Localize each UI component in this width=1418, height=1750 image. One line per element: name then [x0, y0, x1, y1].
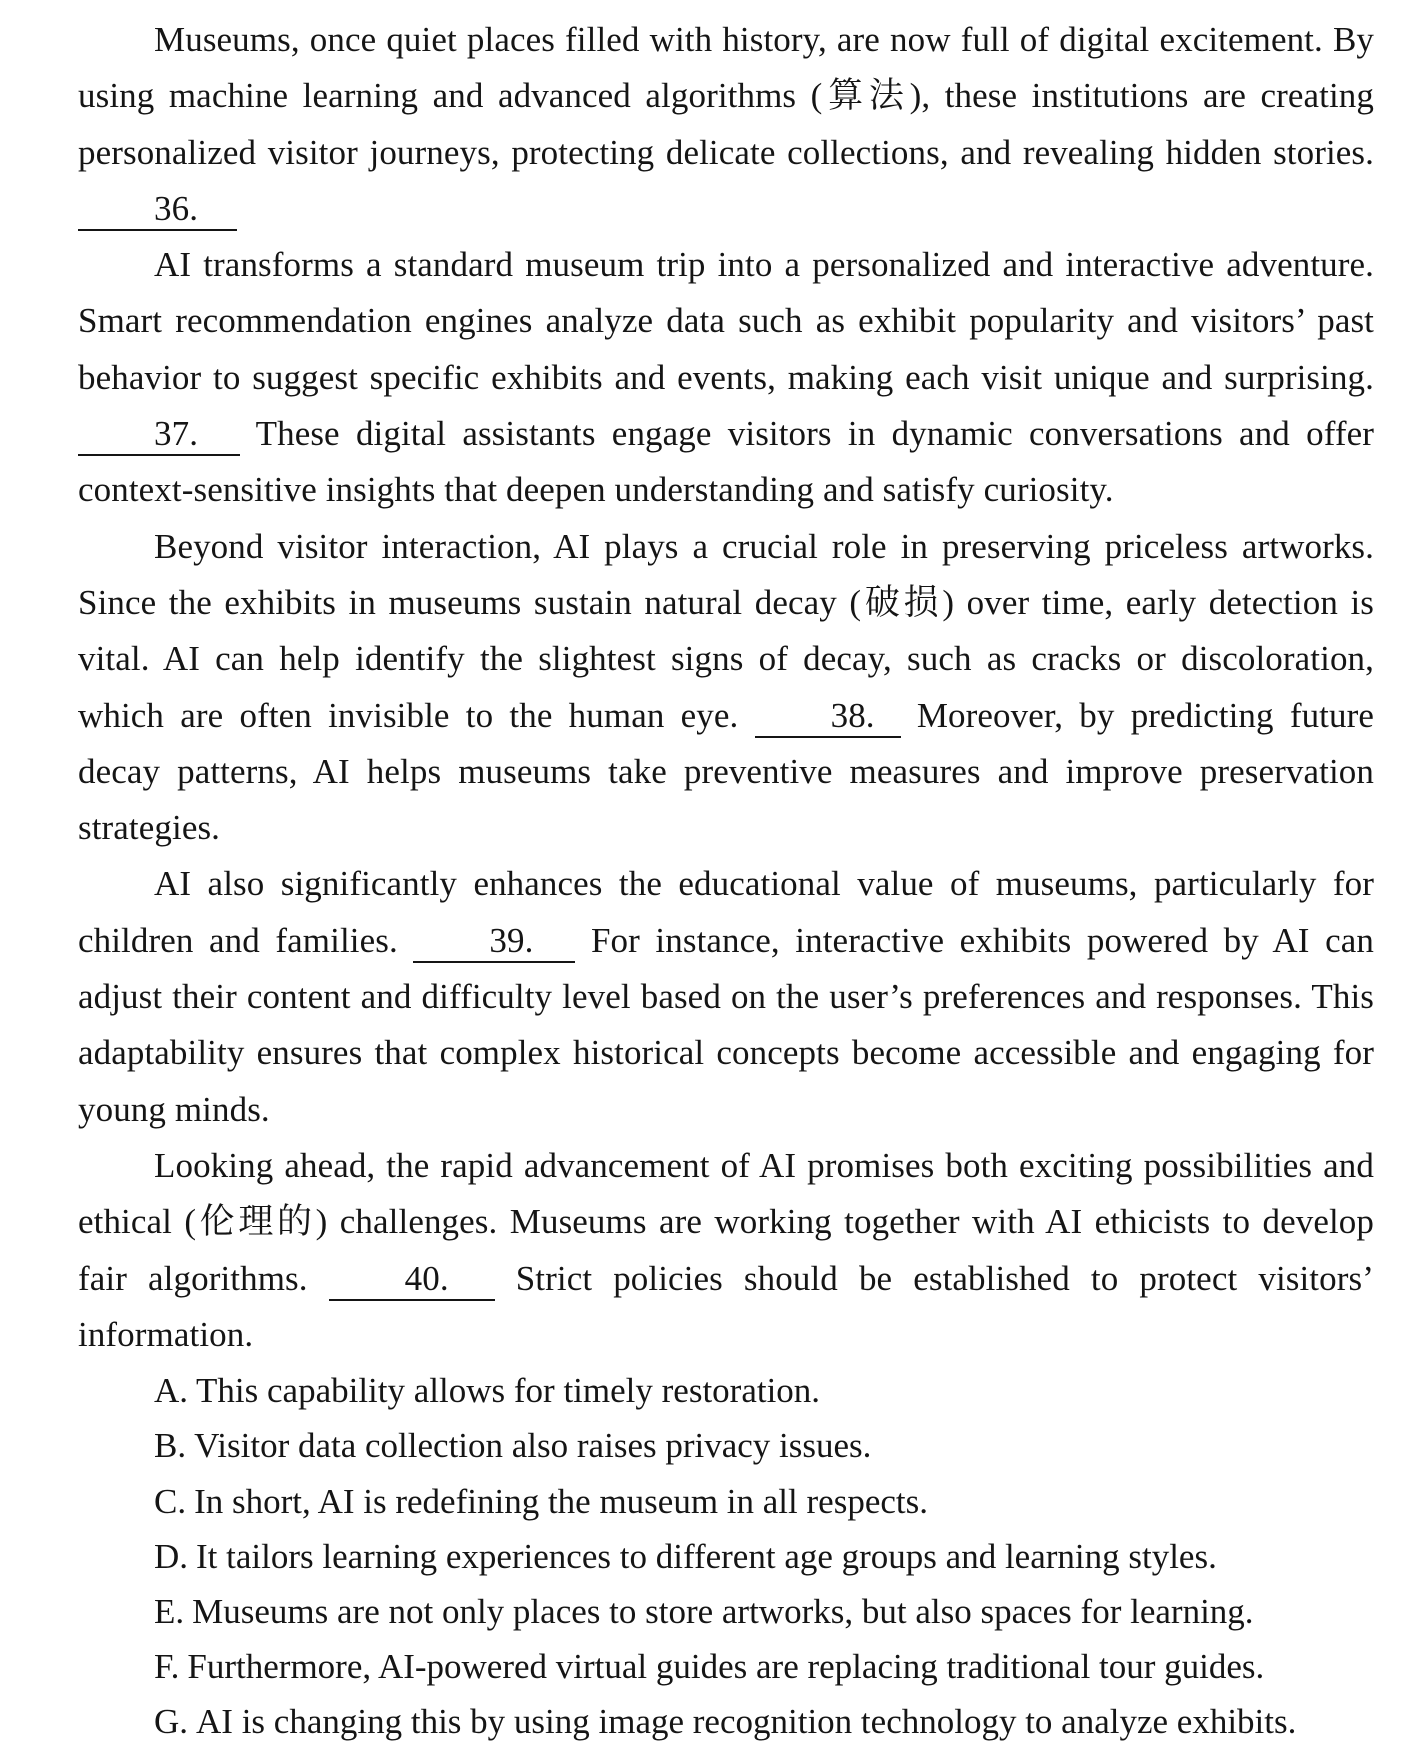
exam-passage-page [78, 12, 1374, 1750]
paragraph-3-text-before: Beyond visitor interaction, AI plays a crucial role in preserving priceless artworks. Since the exhibits in museums sustain natural decay (破损) over time, early detection is vital. AI can help identify the slightest signs of decay, such as cracks or discoloration, which are often invisible to the human eye. [78, 526, 1374, 735]
option-letter: G. [154, 1702, 189, 1742]
option-letter: A. [154, 1371, 189, 1411]
paragraph-2-text-before: AI transforms a standard museum trip into a personalized and interactive adventure. Smart recommendation engines analyze data such as exhibit popularity and visitors’ past behavior to suggest specific exhibits and events, making each visit unique and surprising. [78, 245, 1374, 397]
option-text: Museums are not only places to store artworks, but also spaces for learning. [192, 1591, 1254, 1631]
paragraph-1-text: Museums, once quiet places filled with history, are now full of digital excitement. By using machine learning and advanced algorithms (算法), these institutions are creating personalized visitor journeys, protecting delicate collections, and revealing hidden stories. [78, 20, 1374, 172]
option-b[interactable] [78, 1418, 1374, 1473]
paragraph-1 [78, 12, 1374, 237]
option-letter: B. [154, 1426, 187, 1466]
option-text: This capability allows for timely restoration. [196, 1371, 821, 1411]
option-letter: F. [154, 1647, 180, 1687]
blank-40[interactable]: 40. [329, 1259, 495, 1301]
blank-36[interactable]: 36. [78, 189, 237, 231]
paragraph-4 [78, 856, 1374, 1137]
option-d[interactable] [78, 1529, 1374, 1584]
option-text: In short, AI is redefining the museum in all respects. [194, 1481, 928, 1521]
paragraph-3 [78, 519, 1374, 857]
blank-37[interactable]: 37. [78, 414, 240, 456]
option-text: Visitor data collection also raises privacy issues. [194, 1426, 872, 1466]
paragraph-2-text-after: These digital assistants engage visitors in dynamic conversations and offer context-sensitive insights that deepen understanding and satisfy curiosity. [78, 414, 1374, 510]
paragraph-5 [78, 1138, 1374, 1363]
option-text: It tailors learning experiences to different age groups and learning styles. [196, 1536, 1217, 1576]
option-text: Furthermore, AI-powered virtual guides are replacing traditional tour guides. [187, 1647, 1265, 1687]
paragraph-2 [78, 237, 1374, 518]
option-c[interactable] [78, 1474, 1374, 1529]
option-text: AI is changing this by using image recognition technology to analyze exhibits. [196, 1702, 1297, 1742]
paragraph-3-text-after: Moreover, by predicting future decay patterns, AI helps museums take preventive measures and improve preservation strategies. [78, 695, 1374, 848]
paragraph-4-text-after: For instance, interactive exhibits powered by AI can adjust their content and difficulty level based on the user’s preferences and responses. This adaptability ensures that complex historical concepts become accessible and engaging for young minds. [78, 920, 1374, 1129]
blank-38[interactable]: 38. [755, 696, 901, 738]
blank-39[interactable]: 39. [413, 921, 575, 963]
paragraph-5-text-before: Looking ahead, the rapid advancement of AI promises both exciting possibilities and ethical (伦理的) challenges. Museums are working together with AI ethicists to develop fair algorithms. [78, 1145, 1374, 1298]
option-letter: C. [154, 1481, 187, 1521]
option-f[interactable] [78, 1639, 1374, 1694]
option-a[interactable] [78, 1363, 1374, 1418]
option-e[interactable] [78, 1584, 1374, 1639]
option-letter: D. [154, 1536, 189, 1576]
paragraph-5-text-after: Strict policies should be established to protect visitors’ information. [78, 1258, 1374, 1354]
paragraph-4-text-before: AI also significantly enhances the educational value of museums, particularly for children and families. [78, 864, 1374, 960]
option-g[interactable] [78, 1694, 1374, 1749]
option-letter: E. [154, 1591, 185, 1631]
